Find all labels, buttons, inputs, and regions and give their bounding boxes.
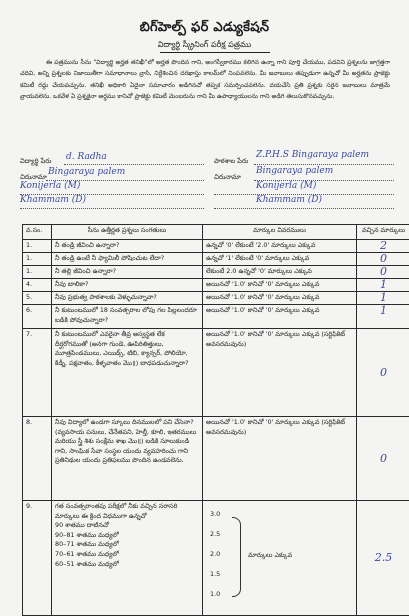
address-line-1-rule	[46, 180, 204, 181]
row-mark[interactable]: 0	[357, 253, 409, 266]
row-detail: అయినచో '1.0' కానిచో '0' మార్కులు ఎక్కువ (సర్టిఫికెట్ అవసరమవును)	[203, 417, 357, 501]
row-number: 6.	[23, 305, 52, 329]
row-question: నీ తండ్రి ఉంటే నీ ఫ్యామిలీ పోషించుట లేదా?	[52, 253, 203, 266]
address-line-2-rule	[20, 194, 204, 195]
school-address-line-1-rule	[254, 180, 394, 181]
scale-label: మార్కులు ఎక్కువ	[248, 551, 292, 561]
row-detail: అయినచో '1.0' కానిచో '0' మార్కులు ఎక్కువ (సర్టిఫికెట్ అవసరమవును)	[203, 329, 357, 417]
row-number: 1.	[23, 240, 52, 253]
col-header-details: మార్కుల వివరములు	[203, 225, 357, 240]
table-row	[23, 305, 409, 329]
row-question: నీవు ప్రభుత్వ పాఠశాలకు వెళ్ళుచున్నావా?	[52, 292, 203, 305]
row-mark[interactable]: 0	[357, 417, 409, 501]
table-row	[23, 266, 409, 279]
school-name-value[interactable]: Z.P.H.S Bingaraya palem	[256, 150, 369, 160]
address-label: చిరునామా	[20, 173, 47, 183]
school-address-line-1[interactable]: Bingaraya palem	[256, 166, 333, 176]
row-number: 5.	[23, 292, 52, 305]
table-row	[23, 240, 409, 253]
row-mark[interactable]: 1	[357, 305, 409, 329]
school-address-line-2-rule	[214, 194, 394, 195]
scale-value: 1.5	[210, 570, 220, 580]
row-detail: ఉన్నచో '0' లేకుంటే '2.0' మార్కులు ఎక్కువ	[203, 240, 357, 253]
screening-table	[22, 224, 409, 616]
col-header-marks: వచ్చిన మార్కులు	[357, 225, 409, 240]
row-detail: లేకుంటే 2.0 ఉన్నచో '0' మార్కులు ఎక్కువ	[203, 266, 357, 279]
address-line-3-rule	[20, 208, 204, 209]
col-header-number: వ.సం.	[23, 225, 52, 240]
school-address-line-2[interactable]: Konijerla (M)	[256, 181, 316, 191]
row-mark[interactable]: 0	[357, 329, 409, 417]
row-question: నీవు బాలికా?	[52, 279, 203, 292]
school-address-label: చిరునామా	[214, 173, 241, 183]
row-question: నీవు విద్యాలో ఉండగా స్కూలు దినములలో పని చేసెనా? (వ్యవసాయ పనులు, చేనేతపని, హెల్తీ, కూలి, ఇతరములు మరియు స్త్రీ శిశు సంక్షేమ శాఖ మొ॥) బడికి సూలుకుండి గాని, సాంఘిక సేవా సంస్థల యందు వ్యవహరించు గాని ప్రతినిథుల యందు ప్రతిఫలము పొందిన ఉండవలెను.	[52, 417, 203, 501]
school-name-line	[254, 164, 394, 165]
school-address-line-3[interactable]: Khammam (D)	[256, 195, 322, 205]
row-number: 4.	[23, 279, 52, 292]
student-name-label: విద్యార్థి పేరు	[20, 157, 51, 167]
subtitle-underline	[160, 52, 270, 53]
school-name-label: పాఠశాల పేరు	[214, 157, 248, 167]
address-line-3[interactable]: Khammam (D)	[20, 195, 86, 205]
address-line-2[interactable]: Konijerla (M)	[20, 181, 80, 191]
col-header-question: సీను ఉత్తీర్ణత ప్రశ్నలు సంగతులు	[52, 225, 203, 240]
scale-brace	[232, 517, 241, 597]
table-header-row	[23, 225, 409, 240]
student-name-value[interactable]: d. Radha	[66, 152, 107, 162]
student-name-line	[64, 164, 204, 165]
form-title: బిగ్‌హెల్ప్ ఫర్ ఎడ్యుకేషన్	[0, 20, 409, 38]
scale-value: 1.0	[210, 590, 220, 600]
row-mark[interactable]: 0	[357, 266, 409, 279]
row-number: 8.	[23, 417, 52, 501]
row-number: 1.	[23, 266, 52, 279]
table-row	[23, 329, 409, 417]
intro-text: ఈ పత్రమును సీను "విద్యార్థి అర్హత తనిఖీ"లో అర్హత పొందిన గాని, అంగస్వీకారము కలిగిన ఉన్నా గాని పూర్తి చేయము, పదవిని ప్రశ్నలను జాగ్రత్తగా చదివి, అన్ని ప్రశ్నలకు నిజాయితీగా సమాధానాలు వ్రాసి, నిర్దేశించిన దరఖాస్తు కాలమ్‌లో నింపవలెను. మీ జవాబులు తప్పుడుగా ఉన్నచో మీ అర్హతను ప్రాజెక్టు కమిటీ రద్దు చేయవచ్చును. తనిఖీ అధికారి ఏదైనా సమాచారం అడిగినచో తప్పక సమర్పించవలెను. దయచేసి ప్రతి ప్రశ్నకు సరైన జవాబులు మాత్రమే వ్రాయవలెను. ఒకవేళ ఏ ప్రశ్నకైనా అర్థము కానిచో ప్రాజెక్టు కమిటీ మెంబరును గాని మీ ఉపాధ్యాయులను గాని అడిగి తెలుసుకొనవచ్చును.	[20, 57, 390, 102]
form-subtitle: విద్యార్థి స్క్రీనింగ్ పరీక్ష పత్రము	[0, 40, 409, 51]
row-mark[interactable]: 1	[357, 279, 409, 292]
scale-value: 2.5	[210, 530, 220, 540]
row-question: గత సంవత్సరాంతపు పరీక్షలో నీకు వచ్చిన సరాసరి మార్కులు ఈ క్రింద విధముగా ఉన్నచో 90 శాతము దాటినచో 90–81 శాతము మధ్యలో 80–71 శాతము మధ్యలో 70–61 శాతము మధ్యలో 60–51 శాతము మధ్యలో	[52, 501, 203, 616]
table-row	[23, 292, 409, 305]
row-question: నీ తండ్రి జీవించి ఉన్నారా?	[52, 240, 203, 253]
row-mark[interactable]: 2	[357, 240, 409, 253]
row-detail-scale	[203, 501, 357, 616]
row-detail: అయినచో '1.0' కానిచో '0' మార్కులు ఎక్కువ	[203, 305, 357, 329]
row-question: నీ తల్లి జీవించి ఉన్నారా?	[52, 266, 203, 279]
row-detail: ఉన్నచో '1' లేకుంటే '0' మార్కులు ఎక్కువ	[203, 253, 357, 266]
row-number: 7.	[23, 329, 52, 417]
row-number: 9.	[23, 501, 52, 616]
table-row	[23, 279, 409, 292]
row-detail: అయినచో '1.0' కానిచో '0' మార్కులు ఎక్కువ	[203, 279, 357, 292]
row-number: 1.	[23, 253, 52, 266]
table-row	[23, 501, 409, 616]
row-question: నీ కుటుంబములో ఎవరైనా తీవ్ర అస్వస్థత లేక దీర్ఘరోగముతో (అనగా గుండె, ఊపిరితిత్తులు, మూత్రపిండములు, ఎయిడ్స్, టిబి, క్యాన్సర్, పోలియో, కిడ్నీ, పక్షవాతం, కీళ్ళవాతం మొ॥) బాధపడుచున్నారా?	[52, 329, 203, 417]
school-address-line-3-rule	[214, 208, 394, 209]
intro-paragraph	[20, 57, 390, 102]
row-mark[interactable]: 2.5	[357, 501, 409, 616]
row-detail: అయినచో '1.0' కానిచో '0' మార్కులు ఎక్కువ	[203, 292, 357, 305]
row-question: నీ కుటుంబములో 18 సంవత్సరాల లోపు గల పిల్లలందరూ బడికి పోవుచున్నారా?	[52, 305, 203, 329]
table-row	[23, 253, 409, 266]
scale-value: 3.0	[210, 510, 220, 520]
table-row	[23, 417, 409, 501]
address-line-1[interactable]: Bingaraya palem	[48, 167, 125, 177]
row-mark[interactable]: 1	[357, 292, 409, 305]
marks-scale	[206, 502, 353, 610]
scale-value: 2.0	[210, 550, 220, 560]
